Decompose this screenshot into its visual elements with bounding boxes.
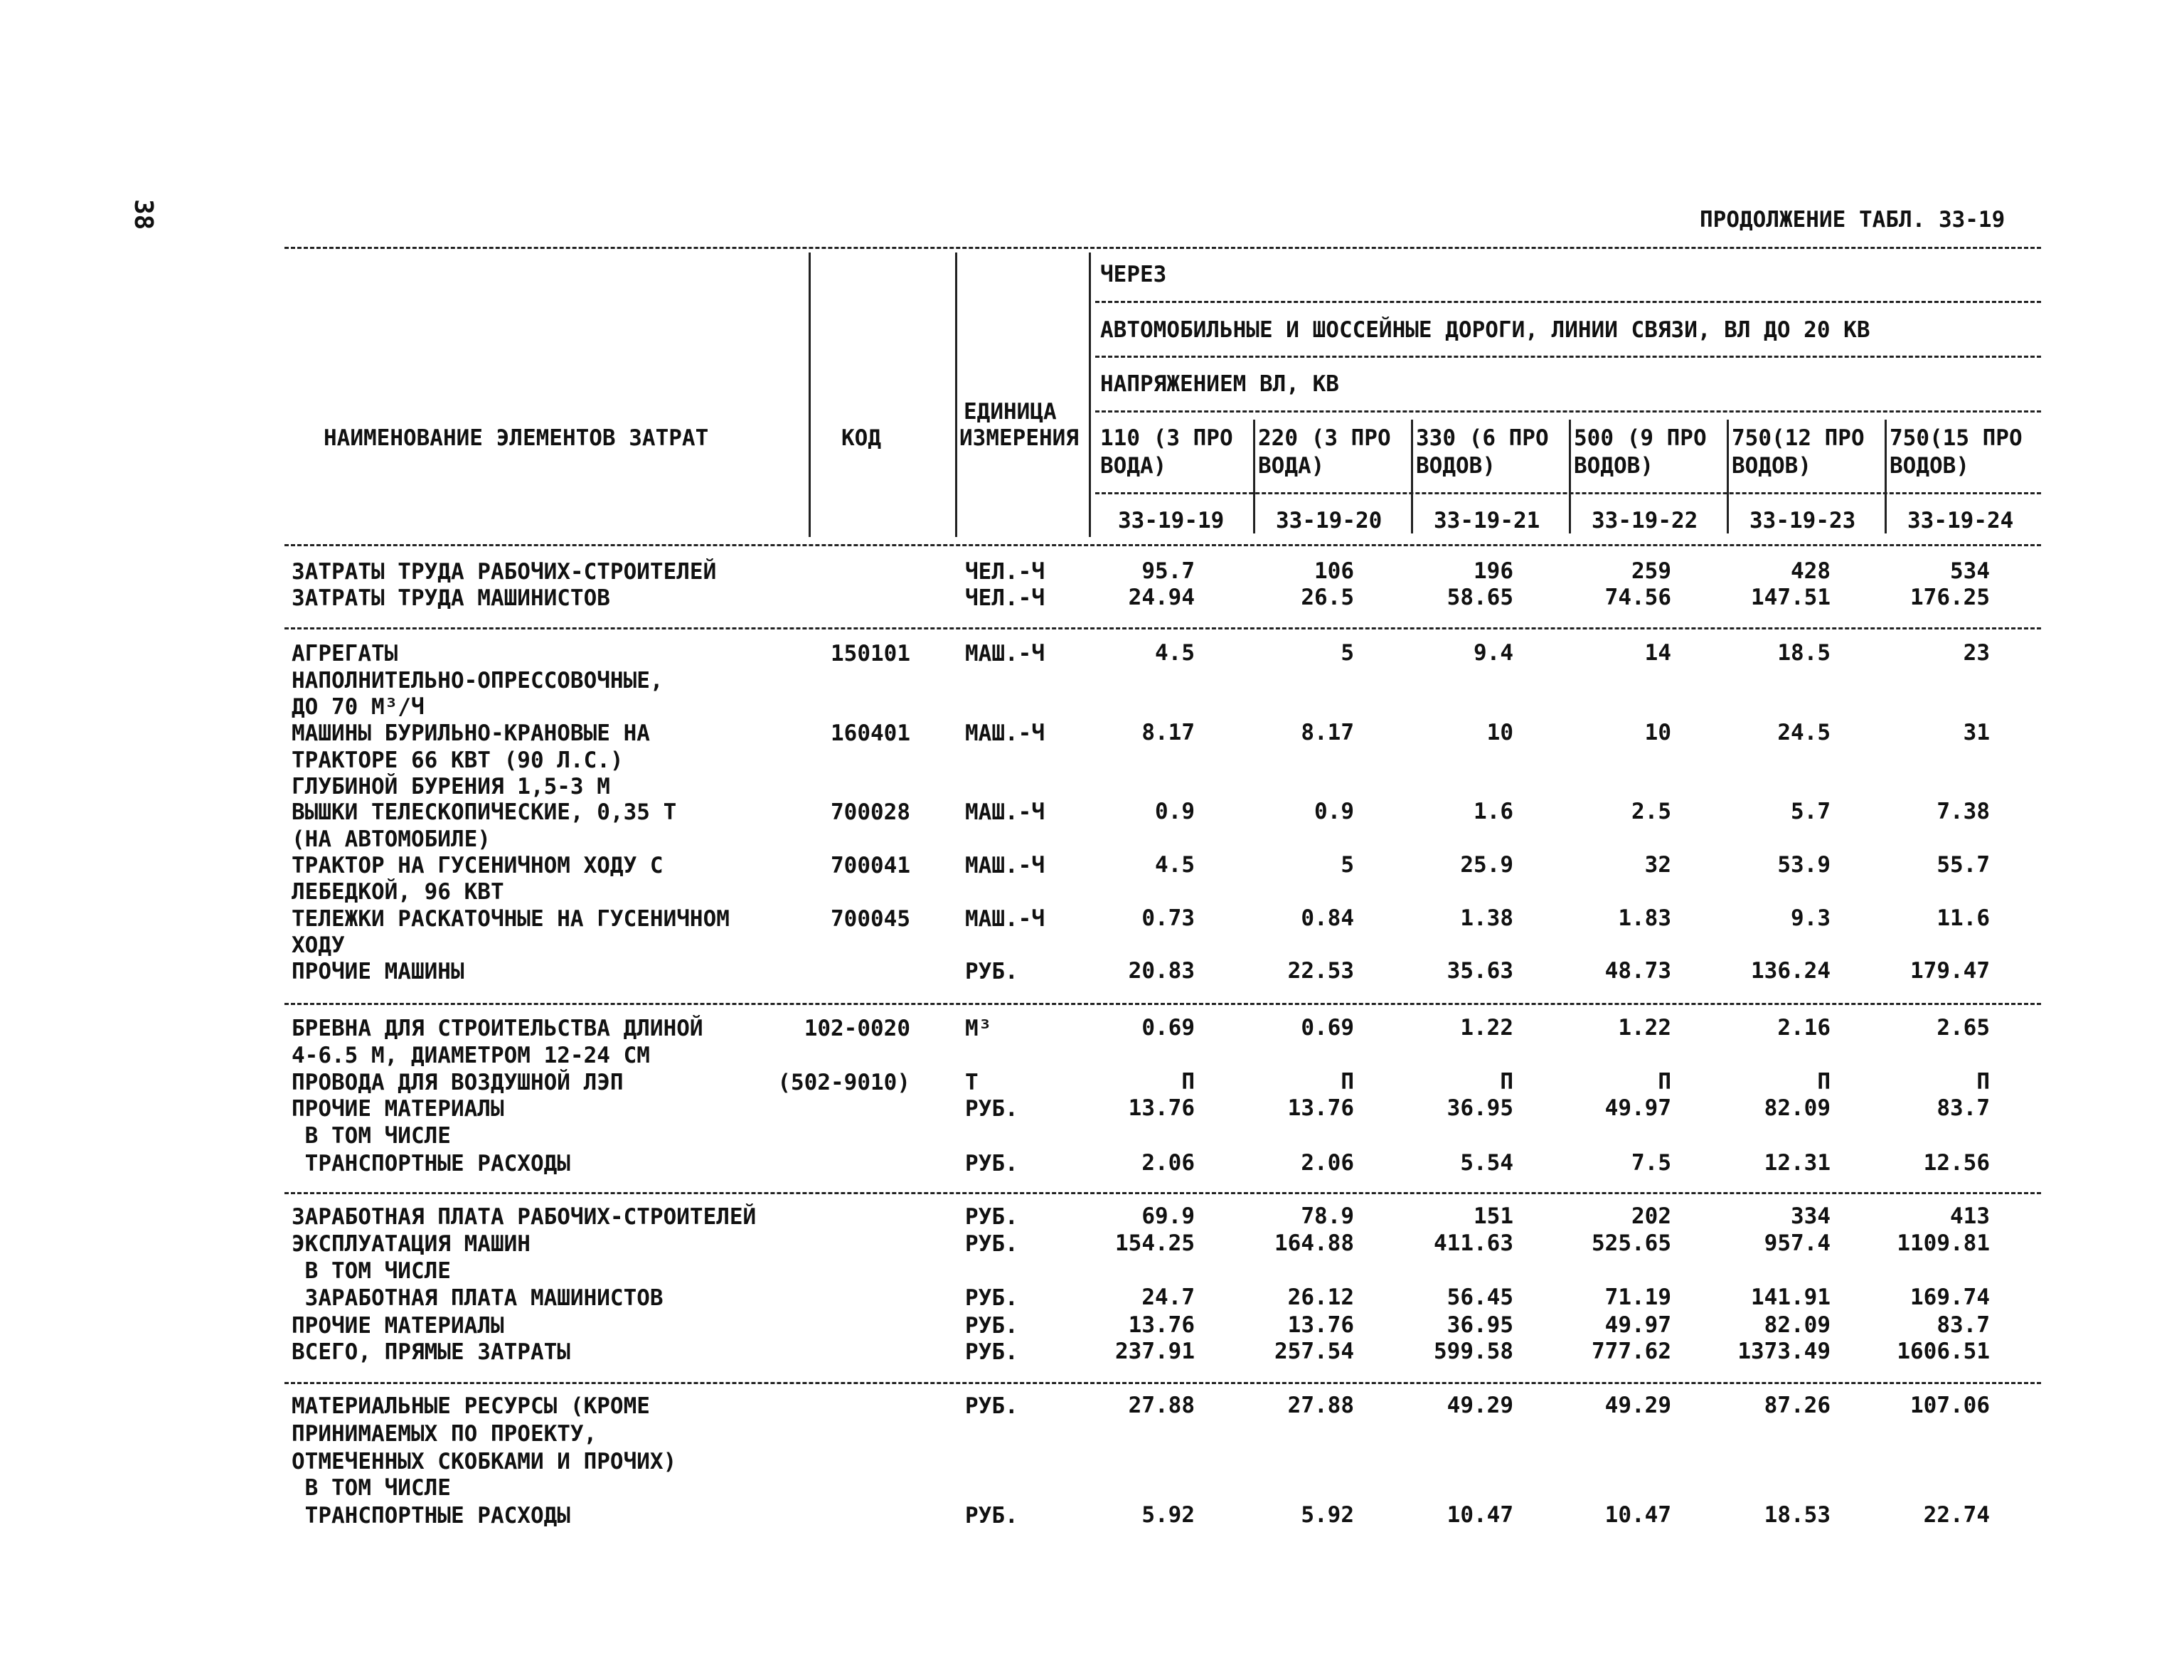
row-value-col-4: 1.22 — [1618, 1015, 1671, 1041]
section-rule-4 — [284, 1382, 2041, 1384]
row-name: 4-6.5 М, ДИАМЕТРОМ 12-24 СМ — [292, 1043, 650, 1068]
row-value-col-5: 9.3 — [1791, 905, 1831, 931]
row-unit: ЧЕЛ.-Ч — [965, 559, 1045, 585]
row-value-col-6: 1109.81 — [1897, 1230, 1990, 1256]
row-value-col-3: 411.63 — [1434, 1230, 1513, 1256]
row-value-col-3: 196 — [1474, 558, 1513, 584]
row-name: ЭКСПЛУАТАЦИЯ МАШИН — [292, 1231, 531, 1257]
row-value-col-3: 1.38 — [1460, 905, 1513, 931]
row-unit: МАШ.-Ч — [965, 641, 1045, 666]
header-through: ЧЕРЕЗ — [1100, 262, 1167, 287]
row-value-col-3: 36.95 — [1447, 1095, 1513, 1121]
header-roads: АВТОМОБИЛЬНЫЕ И ШОССЕЙНЫЕ ДОРОГИ, ЛИНИИ СВЯЗИ, ВЛ ДО 20 КВ — [1100, 317, 1870, 343]
header-bottom-rule — [284, 544, 2041, 546]
row-name: НАПОЛНИТЕЛЬНО-ОПРЕССОВОЧНЫЕ, — [292, 668, 664, 693]
row-value-col-5: 334 — [1791, 1203, 1831, 1229]
row-value-col-5: 53.9 — [1777, 852, 1831, 878]
row-value-col-5: 18.5 — [1777, 640, 1831, 666]
row-name: ВСЕГО, ПРЯМЫЕ ЗАТРАТЫ — [292, 1339, 570, 1365]
column-heading-1-code: 33-19-19 — [1118, 508, 1225, 533]
row-name: ТРАНСПОРТНЫЕ РАСХОДЫ — [292, 1151, 570, 1176]
row-value-col-3: 10.47 — [1447, 1502, 1513, 1528]
row-unit: МАШ.-Ч — [965, 721, 1045, 746]
column-heading-4-code: 33-19-22 — [1592, 508, 1698, 533]
row-value-col-6: 55.7 — [1937, 852, 1990, 878]
row-value-col-5: 136.24 — [1751, 958, 1831, 984]
row-value-col-4: 525.65 — [1592, 1230, 1671, 1256]
row-value-col-3: 25.9 — [1460, 852, 1513, 878]
row-value-col-2: 0.69 — [1301, 1015, 1354, 1041]
row-code: (502-9010) — [777, 1070, 910, 1095]
row-value-col-2: 78.9 — [1301, 1203, 1354, 1229]
row-value-col-6: 534 — [1950, 558, 1990, 584]
row-name: ЗАТРАТЫ ТРУДА МАШИНИСТОВ — [292, 585, 610, 611]
row-value-col-1: 154.25 — [1115, 1230, 1195, 1256]
row-value-col-5: 428 — [1791, 558, 1831, 584]
column-heading-5-line2: ВОДОВ) — [1732, 453, 1811, 479]
header-divider-name-code — [809, 252, 811, 537]
row-name: ТРАКТОР НА ГУСЕНИЧНОМ ХОДУ С — [292, 853, 664, 878]
row-value-col-3: 36.95 — [1447, 1312, 1513, 1338]
row-value-col-6: 23 — [1963, 640, 1990, 666]
value-col-divider-2 — [1411, 420, 1413, 533]
header-voltage: НАПРЯЖЕНИЕМ ВЛ, КВ — [1100, 371, 1339, 397]
row-value-col-1: 0.69 — [1141, 1015, 1195, 1041]
row-value-col-4: 10 — [1644, 720, 1671, 745]
row-value-col-2: 164.88 — [1274, 1230, 1354, 1256]
column-heading-2-line1: 220 (3 ПРО — [1258, 425, 1391, 451]
row-value-col-2: 2.06 — [1301, 1150, 1354, 1176]
row-unit: РУБ. — [965, 1151, 1018, 1176]
row-value-col-6: 107.06 — [1910, 1393, 1990, 1418]
column-heading-6-line1: 750(15 ПРО — [1890, 425, 2023, 451]
row-value-col-3: 1.6 — [1474, 799, 1513, 824]
header-divider-unit-values — [1089, 252, 1091, 537]
row-value-col-4: 10.47 — [1604, 1502, 1671, 1528]
table-top-rule — [284, 247, 2041, 249]
row-value-col-1: 24.7 — [1141, 1285, 1195, 1310]
row-value-col-3: 9.4 — [1474, 640, 1513, 666]
row-value-col-4: П — [1658, 1069, 1671, 1095]
row-value-col-5: 5.7 — [1791, 799, 1831, 824]
row-unit: РУБ. — [965, 1339, 1018, 1365]
row-value-col-2: 27.88 — [1287, 1393, 1354, 1418]
row-name: ТРАНСПОРТНЫЕ РАСХОДЫ — [292, 1503, 570, 1529]
column-heading-2-code: 33-19-20 — [1276, 508, 1383, 533]
row-code: 160401 — [831, 721, 910, 746]
row-value-col-1: 24.94 — [1128, 585, 1195, 610]
column-heading-4-line2: ВОДОВ) — [1574, 453, 1653, 479]
row-value-col-6: 413 — [1950, 1203, 1990, 1229]
row-value-col-1: 4.5 — [1155, 640, 1195, 666]
row-code: 150101 — [831, 641, 910, 666]
row-value-col-5: 87.26 — [1764, 1393, 1831, 1418]
row-value-col-2: П — [1341, 1069, 1354, 1095]
header-rule-3 — [1095, 410, 2041, 413]
row-value-col-1: 237.91 — [1115, 1339, 1195, 1364]
row-value-col-5: 2.16 — [1777, 1015, 1831, 1041]
row-unit: РУБ. — [965, 1503, 1018, 1529]
row-unit: М³ — [965, 1016, 992, 1041]
table-continuation-title: ПРОДОЛЖЕНИЕ ТАБЛ. 33-19 — [1700, 207, 2005, 233]
row-value-col-4: 1.83 — [1618, 905, 1671, 931]
row-value-col-4: 202 — [1631, 1203, 1671, 1229]
header-rule-1 — [1095, 301, 2041, 303]
value-col-divider-3 — [1569, 420, 1571, 533]
row-value-col-1: 0.9 — [1155, 799, 1195, 824]
row-value-col-2: 13.76 — [1287, 1095, 1354, 1121]
row-value-col-6: 7.38 — [1937, 799, 1990, 824]
row-value-col-3: 49.29 — [1447, 1393, 1513, 1418]
column-heading-1-line2: ВОДА) — [1100, 453, 1167, 479]
section-rule-2 — [284, 1003, 2041, 1005]
column-heading-5-line1: 750(12 ПРО — [1732, 425, 1865, 451]
row-value-col-5: 18.53 — [1764, 1502, 1831, 1528]
row-name: В ТОМ ЧИСЛЕ — [292, 1258, 451, 1284]
row-value-col-2: 257.54 — [1274, 1339, 1354, 1364]
row-value-col-4: 74.56 — [1604, 585, 1671, 610]
row-name: АГРЕГАТЫ — [292, 641, 398, 666]
row-unit: МАШ.-Ч — [965, 853, 1045, 878]
row-name: ДО 70 М³/Ч — [292, 694, 425, 720]
row-unit: РУБ. — [965, 1204, 1018, 1230]
row-unit: РУБ. — [965, 1285, 1018, 1311]
row-value-col-1: 20.83 — [1128, 958, 1195, 984]
row-value-col-3: 5.54 — [1460, 1150, 1513, 1176]
row-value-col-6: 31 — [1963, 720, 1990, 745]
column-heading-3-line1: 330 (6 ПРО — [1416, 425, 1549, 451]
row-name: ПРОВОДА ДЛЯ ВОЗДУШНОЙ ЛЭП — [292, 1070, 624, 1095]
row-value-col-6: 2.65 — [1937, 1015, 1990, 1041]
header-rule-4 — [1095, 492, 2041, 494]
row-value-col-4: 777.62 — [1592, 1339, 1671, 1364]
section-rule-1 — [284, 627, 2041, 629]
row-value-col-3: П — [1500, 1069, 1513, 1095]
value-col-divider-1 — [1253, 420, 1255, 533]
row-value-col-6: 12.56 — [1923, 1150, 1990, 1176]
row-unit: РУБ. — [965, 1096, 1018, 1122]
row-value-col-5: 1373.49 — [1737, 1339, 1831, 1364]
row-value-col-5: П — [1817, 1069, 1831, 1095]
row-value-col-1: П — [1181, 1069, 1195, 1095]
row-name: ТЕЛЕЖКИ РАСКАТОЧНЫЕ НА ГУСЕНИЧНОМ — [292, 906, 730, 932]
row-value-col-1: 4.5 — [1155, 852, 1195, 878]
row-value-col-6: 176.25 — [1910, 585, 1990, 610]
column-heading-2-line2: ВОДА) — [1258, 453, 1325, 479]
header-unit-column-line2: ИЗМЕРЕНИЯ — [959, 425, 1079, 451]
row-name: ЗАРАБОТНАЯ ПЛАТА МАШИНИСТОВ — [292, 1285, 664, 1311]
row-value-col-1: 95.7 — [1141, 558, 1195, 584]
row-name: ЗАТРАТЫ ТРУДА РАБОЧИХ-СТРОИТЕЛЕЙ — [292, 559, 717, 585]
row-code: 700041 — [831, 853, 910, 878]
row-unit: РУБ. — [965, 1231, 1018, 1257]
page-number: 38 — [129, 199, 158, 230]
row-value-col-1: 13.76 — [1128, 1095, 1195, 1121]
row-value-col-5: 141.91 — [1751, 1285, 1831, 1310]
row-value-col-5: 957.4 — [1764, 1230, 1831, 1256]
row-value-col-5: 82.09 — [1764, 1312, 1831, 1338]
column-heading-1-line1: 110 (3 ПРО — [1100, 425, 1233, 451]
row-value-col-1: 13.76 — [1128, 1312, 1195, 1338]
row-value-col-4: 2.5 — [1631, 799, 1671, 824]
row-unit: Т — [965, 1070, 979, 1095]
row-value-col-2: 0.9 — [1314, 799, 1354, 824]
row-unit: РУБ. — [965, 959, 1018, 984]
row-value-col-6: 83.7 — [1937, 1095, 1990, 1121]
column-heading-5-code: 33-19-23 — [1749, 508, 1856, 533]
row-name: ТРАКТОРЕ 66 КВТ (90 Л.С.) — [292, 748, 624, 773]
row-code: 700045 — [831, 906, 910, 932]
row-value-col-4: 14 — [1644, 640, 1671, 666]
row-value-col-6: 11.6 — [1937, 905, 1990, 931]
row-value-col-2: 8.17 — [1301, 720, 1354, 745]
row-value-col-3: 56.45 — [1447, 1285, 1513, 1310]
row-value-col-3: 35.63 — [1447, 958, 1513, 984]
column-heading-6-code: 33-19-24 — [1907, 508, 2014, 533]
row-value-col-2: 26.12 — [1287, 1285, 1354, 1310]
row-value-col-1: 0.73 — [1141, 905, 1195, 931]
row-value-col-3: 1.22 — [1460, 1015, 1513, 1041]
column-heading-4-line1: 500 (9 ПРО — [1574, 425, 1707, 451]
row-value-col-5: 24.5 — [1777, 720, 1831, 745]
row-value-col-2: 5 — [1341, 640, 1354, 666]
row-value-col-3: 151 — [1474, 1203, 1513, 1229]
row-value-col-2: 13.76 — [1287, 1312, 1354, 1338]
row-value-col-2: 5.92 — [1301, 1502, 1354, 1528]
row-name: В ТОМ ЧИСЛЕ — [292, 1123, 451, 1149]
row-value-col-6: П — [1976, 1069, 1990, 1095]
row-value-col-5: 147.51 — [1751, 585, 1831, 610]
value-col-divider-4 — [1727, 420, 1729, 533]
row-unit: ЧЕЛ.-Ч — [965, 585, 1045, 611]
row-name: МАШИНЫ БУРИЛЬНО-КРАНОВЫЕ НА — [292, 721, 650, 746]
row-value-col-3: 599.58 — [1434, 1339, 1513, 1364]
row-value-col-2: 0.84 — [1301, 905, 1354, 931]
row-name: БРЕВНА ДЛЯ СТРОИТЕЛЬСТВА ДЛИНОЙ — [292, 1016, 703, 1041]
row-value-col-3: 10 — [1486, 720, 1513, 745]
row-value-col-2: 22.53 — [1287, 958, 1354, 984]
section-rule-3 — [284, 1192, 2041, 1194]
header-unit-column-line1: ЕДИНИЦА — [964, 399, 1057, 425]
row-value-col-4: 7.5 — [1631, 1150, 1671, 1176]
row-value-col-6: 169.74 — [1910, 1285, 1990, 1310]
row-value-col-3: 58.65 — [1447, 585, 1513, 610]
row-name: ПРОЧИЕ МАТЕРИАЛЫ — [292, 1096, 504, 1122]
row-value-col-5: 12.31 — [1764, 1150, 1831, 1176]
row-value-col-4: 32 — [1644, 852, 1671, 878]
row-name: ЛЕБЕДКОЙ, 96 КВТ — [292, 879, 504, 905]
row-unit: МАШ.-Ч — [965, 906, 1045, 932]
header-divider-code-unit — [955, 252, 957, 537]
header-rule-2 — [1095, 356, 2041, 358]
row-value-col-2: 26.5 — [1301, 585, 1354, 610]
row-value-col-6: 22.74 — [1923, 1502, 1990, 1528]
row-name: ПРОЧИЕ МАШИНЫ — [292, 959, 464, 984]
header-name-column: НАИМЕНОВАНИЕ ЭЛЕМЕНТОВ ЗАТРАТ — [324, 425, 709, 451]
row-name: ЗАРАБОТНАЯ ПЛАТА РАБОЧИХ-СТРОИТЕЛЕЙ — [292, 1204, 757, 1230]
row-value-col-1: 27.88 — [1128, 1393, 1195, 1418]
row-name: (НА АВТОМОБИЛЕ) — [292, 826, 491, 852]
row-value-col-5: 82.09 — [1764, 1095, 1831, 1121]
row-name: ХОДУ — [292, 932, 345, 958]
row-value-col-6: 179.47 — [1910, 958, 1990, 984]
header-code-column: КОД — [841, 425, 881, 451]
row-value-col-4: 259 — [1631, 558, 1671, 584]
row-name: ПРИНИМАЕМЫХ ПО ПРОЕКТУ, — [292, 1421, 597, 1447]
column-heading-3-code: 33-19-21 — [1434, 508, 1540, 533]
row-unit: РУБ. — [965, 1393, 1018, 1419]
row-value-col-4: 49.97 — [1604, 1312, 1671, 1338]
row-unit: МАШ.-Ч — [965, 799, 1045, 825]
row-value-col-6: 1606.51 — [1897, 1339, 1990, 1364]
column-heading-6-line2: ВОДОВ) — [1890, 453, 1969, 479]
row-name: ПРОЧИЕ МАТЕРИАЛЫ — [292, 1313, 504, 1339]
row-value-col-1: 5.92 — [1141, 1502, 1195, 1528]
row-value-col-1: 2.06 — [1141, 1150, 1195, 1176]
row-value-col-4: 49.29 — [1604, 1393, 1671, 1418]
column-heading-3-line2: ВОДОВ) — [1416, 453, 1496, 479]
row-value-col-1: 8.17 — [1141, 720, 1195, 745]
row-name: ГЛУБИНОЙ БУРЕНИЯ 1,5-3 М — [292, 774, 610, 799]
row-code: 102-0020 — [804, 1016, 910, 1041]
row-code: 700028 — [831, 799, 910, 825]
row-name: В ТОМ ЧИСЛЕ — [292, 1475, 451, 1501]
row-name: ОТМЕЧЕННЫХ СКОБКАМИ И ПРОЧИХ) — [292, 1449, 677, 1474]
row-value-col-4: 49.97 — [1604, 1095, 1671, 1121]
row-value-col-2: 5 — [1341, 852, 1354, 878]
row-name: ВЫШКИ ТЕЛЕСКОПИЧЕСКИЕ, 0,35 Т — [292, 799, 677, 825]
row-unit: РУБ. — [965, 1313, 1018, 1339]
row-value-col-4: 71.19 — [1604, 1285, 1671, 1310]
value-col-divider-5 — [1885, 420, 1887, 533]
row-value-col-1: 69.9 — [1141, 1203, 1195, 1229]
row-name: МАТЕРИАЛЬНЫЕ РЕСУРСЫ (КРОМЕ — [292, 1393, 650, 1419]
row-value-col-6: 83.7 — [1937, 1312, 1990, 1338]
row-value-col-2: 106 — [1314, 558, 1354, 584]
row-value-col-4: 48.73 — [1604, 958, 1671, 984]
